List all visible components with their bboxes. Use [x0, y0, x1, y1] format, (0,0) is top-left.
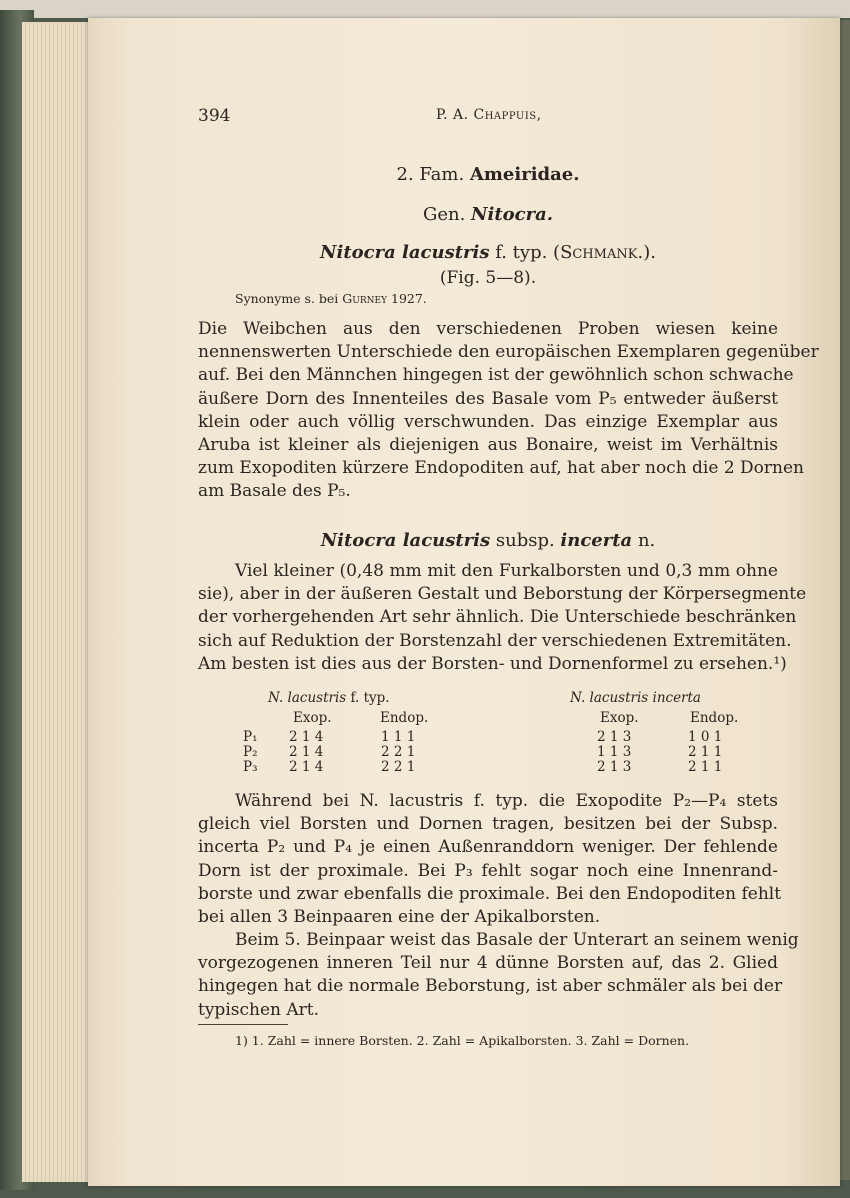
text-line: incerta P₂ und P₄ je einen Außenranddorn weniger. Der fehlende	[198, 837, 778, 858]
table-cell: 2 1 3	[597, 729, 632, 745]
text-line: vorgezogenen inneren Teil nur 4 dünne Borsten auf, das 2. Glied	[198, 953, 778, 974]
background-top	[0, 0, 850, 18]
species-heading: Nitocra lacustris f. typ. (Schmank.).	[320, 242, 656, 263]
text-line: typischen Art.	[198, 999, 320, 1020]
text-line: Am besten ist dies aus der Borsten- und Dornenformel zu ersehen.¹)	[198, 653, 787, 674]
text-line: auf. Bei den Männchen hingegen ist der gewöhnlich schon schwache	[198, 365, 794, 386]
text-line: Während bei N. lacustris f. typ. die Exopodite P₂—P₄ stets	[235, 791, 778, 811]
table-cell: 2 2 1	[381, 759, 416, 775]
paragraph-4	[198, 929, 799, 1022]
row-label: P₂	[243, 744, 258, 760]
text-line: am Basale des P₅.	[198, 481, 351, 502]
table-cell: 2 2 1	[381, 744, 416, 760]
text-line: der vorhergehenden Art sehr ähnlich. Die Unterschiede beschränken	[198, 607, 797, 628]
text-line: Die Weibchen aus den verschiedenen Proben wiesen keine	[198, 319, 778, 339]
text-line: äußere Dorn des Innenteiles des Basale vom P₅ entweder äußerst	[198, 388, 778, 409]
table-cell: 1 1 3	[597, 744, 632, 760]
figure-reference: (Fig. 5—8).	[439, 268, 537, 288]
col-endop-typ: Endop.	[380, 710, 429, 726]
text-line: klein oder auch völlig verschwunden. Das einzige Exemplar aus	[198, 411, 778, 432]
text-line: gleich viel Borsten und Dornen tragen, besitzen bei der Subsp.	[198, 814, 778, 835]
text-line: bei allen 3 Beinpaaren eine der Apikalborsten.	[198, 907, 601, 928]
row-label: P₁	[243, 729, 258, 745]
col-exop-incerta: Exop.	[600, 710, 639, 726]
footnote: 1) 1. Zahl = innere Borsten. 2. Zahl = Apikalborsten. 3. Zahl = Dornen.	[235, 1033, 690, 1048]
synonymy-line: Synonyme s. bei Gurney 1927.	[235, 291, 427, 306]
table-cell: 2 1 4	[289, 759, 324, 775]
text-line: hingegen hat die normale Beborstung, ist aber schmäler als bei der	[198, 976, 783, 997]
paragraph-1	[198, 318, 819, 504]
genus-heading: Gen. Nitocra.	[422, 204, 554, 225]
paragraph-2	[198, 560, 807, 676]
table-cell: 2 1 3	[597, 759, 632, 775]
table-title-typ: N. lacustris f. typ.	[268, 690, 390, 706]
row-label: P₃	[243, 759, 258, 775]
page-number: 394	[198, 106, 231, 126]
table-cell: 2 1 1	[688, 759, 723, 775]
subspecies-heading: Nitocra lacustris subsp. incerta n.	[320, 530, 656, 551]
table-cell: 2 1 4	[289, 729, 324, 745]
text-line: Beim 5. Beinpaar weist das Basale der Unterart an seinem wenig	[235, 930, 799, 950]
table-title-incerta: N. lacustris incerta	[570, 690, 701, 706]
running-head: P. A. Chappuis,	[436, 107, 542, 123]
table-cell: 2 1 1	[688, 744, 723, 760]
text-line: Dorn ist der proximale. Bei P₃ fehlt sogar noch eine Innenrand-	[198, 860, 778, 881]
col-endop-incerta: Endop.	[690, 710, 739, 726]
text-line: Aruba ist kleiner als diejenigen aus Bonaire, weist im Verhältnis	[198, 435, 778, 456]
text-line: zum Exopoditen kürzere Endopoditen auf, hat aber noch die 2 Dornen	[198, 458, 804, 479]
family-heading: 2. Fam. Ameiridae.	[396, 164, 580, 185]
text-line: nennenswerten Unterschiede den europäischen Exemplaren gegenüber	[198, 342, 819, 363]
table-cell: 1 1 1	[381, 729, 416, 745]
text-line: Viel kleiner (0,48 mm mit den Furkalborsten und 0,3 mm ohne	[235, 561, 778, 581]
table-cell: 2 1 4	[289, 744, 324, 760]
footnote-rule	[198, 1024, 288, 1025]
paragraph-3	[198, 790, 782, 929]
text-line: borste und zwar ebenfalls die proximale. Bei den Endopoditen fehlt	[198, 883, 782, 904]
text-line: sie), aber in der äußeren Gestalt und Beborstung der Körpersegmente	[198, 584, 807, 605]
col-exop-typ: Exop.	[293, 710, 332, 726]
text-line: sich auf Reduktion der Borstenzahl der verschiedenen Extremitäten.	[198, 630, 792, 651]
table-cell: 1 0 1	[688, 729, 723, 745]
